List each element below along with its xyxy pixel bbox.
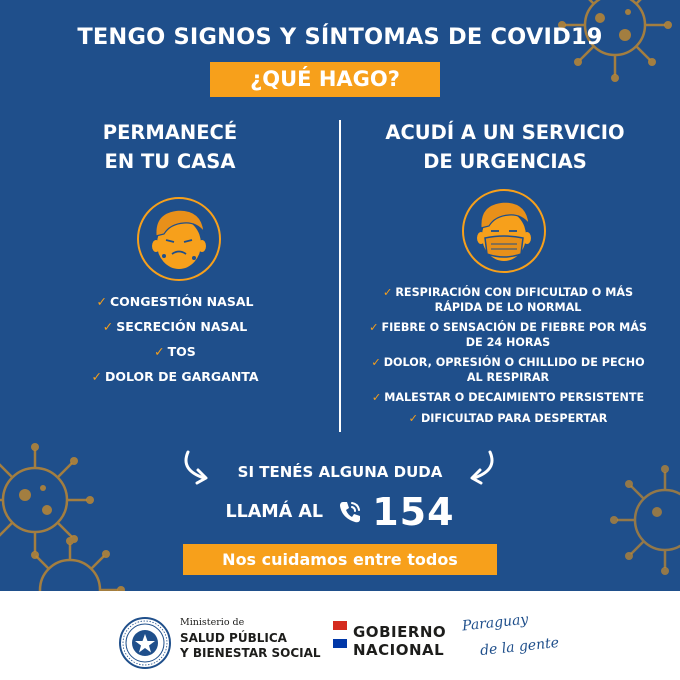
page-title: TENGO SIGNOS Y SÍNTOMAS DE COVID19 <box>77 24 603 50</box>
phone-icon <box>337 499 363 525</box>
check-icon: ✓ <box>96 294 107 309</box>
check-icon: ✓ <box>91 369 102 384</box>
curved-arrow-right-icon <box>464 448 500 486</box>
sick-face-icon <box>136 196 222 282</box>
check-icon: ✓ <box>371 356 381 369</box>
right-heading <box>350 118 660 176</box>
list-item: ✓ DOLOR DE GARGANTA <box>91 369 259 384</box>
campaign-line1: Paraguay <box>461 611 530 635</box>
column-divider <box>339 120 341 432</box>
national-seal-icon <box>118 616 172 670</box>
subtitle-banner: ¿QUÉ HAGO? <box>210 62 440 97</box>
list-item: ✓ SECRECIÓN NASAL <box>102 319 248 334</box>
footer <box>0 591 680 680</box>
ministry-line1: SALUD PÚBLICA <box>180 631 287 645</box>
check-icon: ✓ <box>371 391 382 404</box>
ministry-line2: Y BIENESTAR SOCIAL <box>180 646 321 660</box>
list-item: ✓ DIFICULTAD PARA DESPERTAR <box>408 411 608 425</box>
phone-number[interactable]: 154 <box>372 490 455 534</box>
list-item: ✓ MALESTAR O DECAIMIENTO PERSISTENTE <box>371 391 645 404</box>
call-text: LLAMÁ AL <box>225 502 324 522</box>
check-icon: ✓ <box>102 319 114 334</box>
list-item: ✓ DOLOR, OPRESIÓN O CHILLIDO DE PECHO AL RESPIRAR <box>371 356 645 384</box>
call-line <box>0 490 680 536</box>
check-icon: ✓ <box>369 321 379 334</box>
right-heading-line2: DE URGENCIAS <box>423 150 587 173</box>
left-heading <box>40 118 300 176</box>
gov-line1: GOBIERNO <box>353 623 447 641</box>
virus-icon-top-right <box>540 0 680 100</box>
left-heading-line2: EN TU CASA <box>104 150 236 173</box>
check-icon: ✓ <box>382 286 393 299</box>
home-symptoms-list <box>50 292 300 392</box>
check-icon: ✓ <box>408 411 418 425</box>
masked-face-icon <box>461 188 547 274</box>
list-item: ✓ FIEBRE O SENSACIÓN DE FIEBRE POR MÁS DE 24 HORAS <box>369 321 647 349</box>
gov-line2: NACIONAL <box>353 641 445 659</box>
paraguay-flag-icon <box>333 621 347 648</box>
slogan-banner: Nos cuidamos entre todos <box>183 544 497 575</box>
list-item: ✓ CONGESTIÓN NASAL <box>96 294 254 309</box>
right-heading-line1: ACUDÍ A UN SERVICIO <box>385 121 625 144</box>
doubt-text: SI TENÉS ALGUNA DUDA <box>237 463 443 481</box>
left-heading-line1: PERMANECÉ <box>102 121 238 144</box>
urgent-symptoms-list <box>348 286 668 432</box>
check-icon: ✓ <box>154 344 165 359</box>
ministry-small-text: Ministerio de <box>180 617 245 628</box>
list-item: ✓ RESPIRACIÓN CON DIFICULTAD O MÁS RÁPIDA DE LO NORMAL <box>382 286 634 314</box>
list-item: ✓ TOS <box>154 344 196 359</box>
campaign-line2: de la gente <box>479 634 560 660</box>
